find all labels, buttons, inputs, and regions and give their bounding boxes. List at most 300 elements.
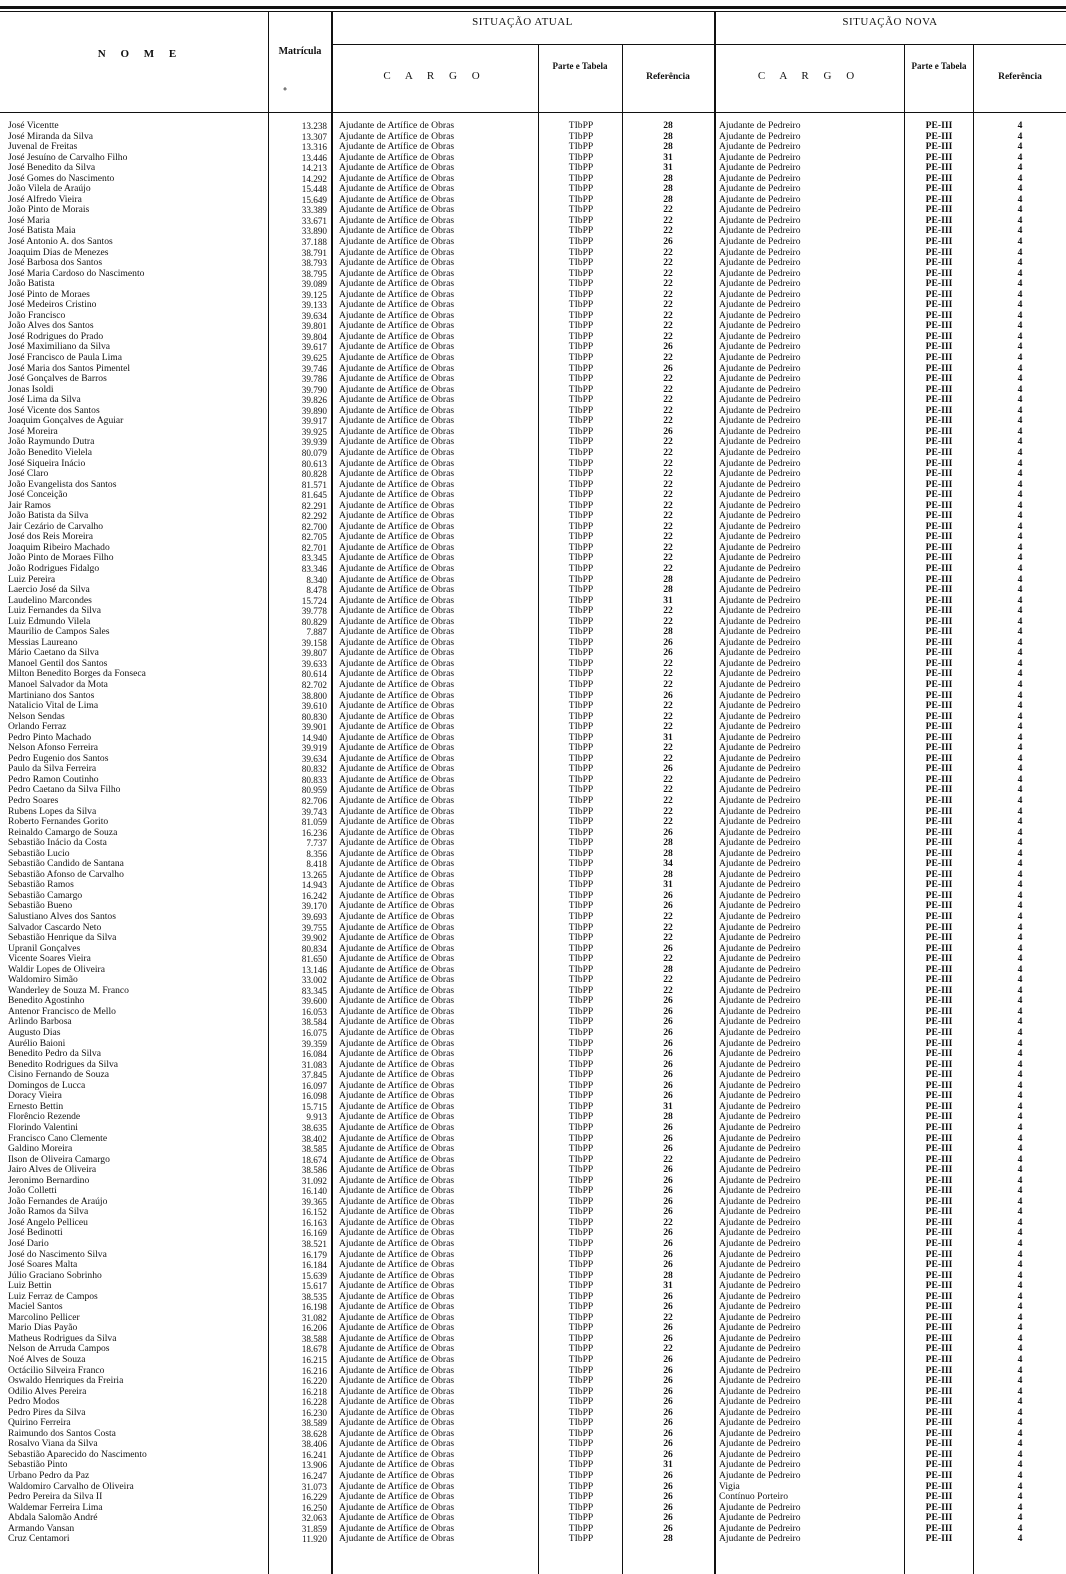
cell-cargo-atual: Ajudante de Artífice de Obras <box>339 258 455 269</box>
cell-matricula: 16.169 <box>301 1228 327 1239</box>
header-matricula-mark: º <box>283 86 287 97</box>
cell-referencia-nova: 4 <box>1017 1248 1023 1260</box>
cell-parte-tabela-nova: PE-III <box>925 1501 953 1513</box>
cell-parte-tabela-nova: PE-III <box>925 942 953 954</box>
cell-parte-tabela-atual: TIbPP <box>568 911 594 923</box>
cell-nome: Benedito Agostinho <box>8 996 85 1007</box>
cell-nome: Joaquim Dias de Menezes <box>8 247 109 258</box>
cell-matricula: 38.586 <box>301 1165 327 1176</box>
cell-parte-tabela-nova: PE-III <box>925 415 953 427</box>
cell-parte-tabela-atual: TIbPP <box>568 942 594 954</box>
cell-referencia-nova: 4 <box>1017 236 1023 248</box>
cell-cargo-atual: Ajudante de Artífice de Obras <box>339 901 455 912</box>
cell-nome: Doracy Vieira <box>8 1091 62 1102</box>
cell-referencia-atual: 22 <box>663 373 673 385</box>
cell-referencia-nova: 4 <box>1017 974 1023 986</box>
cell-cargo-novo: Ajudante de Pedreiro <box>719 606 801 617</box>
cell-parte-tabela-atual: TIbPP <box>568 1100 594 1112</box>
table-row <box>0 1186 1066 1197</box>
cell-nome: Pedro Soares <box>8 796 59 806</box>
cell-nome: João Fernandes de Araújo <box>8 1196 108 1207</box>
cell-nome: João Alves dos Santos <box>8 321 94 332</box>
cell-nome: Roberto Fernandes Gorito <box>8 817 109 828</box>
cell-matricula: 18.674 <box>301 1154 327 1165</box>
cell-referencia-atual: 28 <box>663 626 673 638</box>
cell-referencia-atual: 22 <box>663 700 673 712</box>
cell-parte-tabela-nova: PE-III <box>925 1290 953 1302</box>
cell-cargo-novo: Ajudante de Pedreiro <box>719 205 801 216</box>
cell-parte-tabela-nova: PE-III <box>925 1079 953 1091</box>
cell-referencia-nova: 4 <box>1017 204 1023 216</box>
cell-matricula: 82.292 <box>301 511 327 522</box>
cell-matricula: 38.584 <box>301 1017 327 1028</box>
cell-matricula: 16.206 <box>301 1323 327 1334</box>
cell-parte-tabela-nova: PE-III <box>925 288 953 300</box>
cell-cargo-atual: Ajudante de Artífice de Obras <box>339 1481 455 1492</box>
cell-nome: José Maximiliano da Silva <box>8 342 111 353</box>
cell-cargo-atual: Ajudante de Artífice de Obras <box>339 1376 455 1387</box>
cell-referencia-atual: 22 <box>663 953 673 965</box>
cell-cargo-novo: Ajudante de Pedreiro <box>719 1323 801 1334</box>
cell-referencia-atual: 22 <box>663 562 673 574</box>
cell-matricula: 39.826 <box>301 395 327 406</box>
cell-matricula: 39.939 <box>301 437 327 448</box>
cell-parte-tabela-atual: TIbPP <box>568 710 594 722</box>
cell-parte-tabela-atual: TIbPP <box>568 816 594 828</box>
cell-cargo-novo: Ajudante de Pedreiro <box>719 1207 801 1218</box>
cell-referencia-atual: 22 <box>663 204 673 216</box>
cell-nome: Armando Vansan <box>8 1523 75 1534</box>
cell-nome: Francisco Cano Clemente <box>8 1133 108 1144</box>
cell-parte-tabela-atual: TIbPP <box>568 1164 594 1176</box>
table-row <box>0 627 1066 638</box>
cell-cargo-atual: Ajudante de Artífice de Obras <box>339 1175 455 1186</box>
cell-cargo-atual: Ajudante de Artífice de Obras <box>339 1365 455 1376</box>
cell-parte-tabela-nova: PE-III <box>925 499 953 511</box>
cell-cargo-atual: Ajudante de Artífice de Obras <box>339 1260 455 1271</box>
cell-matricula: 8.478 <box>306 585 327 596</box>
cell-nome: João Colletti <box>8 1186 57 1197</box>
cell-cargo-atual: Ajudante de Artífice de Obras <box>339 701 455 712</box>
cell-referencia-nova: 4 <box>1017 1237 1023 1249</box>
cell-cargo-atual: Ajudante de Artífice de Obras <box>339 1502 455 1513</box>
cell-parte-tabela-atual: TIbPP <box>568 172 594 184</box>
cell-referencia-nova: 4 <box>1017 1206 1023 1218</box>
table-row <box>0 385 1066 396</box>
cell-matricula: 15.639 <box>301 1270 327 1281</box>
cell-referencia-nova: 4 <box>1017 1533 1023 1545</box>
cell-referencia-nova: 4 <box>1017 911 1023 923</box>
cell-parte-tabela-atual: TIbPP <box>568 299 594 311</box>
table-row <box>0 1513 1066 1524</box>
cell-nome: Luiz Edmundo Vilela <box>8 616 91 627</box>
cell-referencia-atual: 26 <box>663 647 673 659</box>
table-row <box>0 1260 1066 1271</box>
cell-nome: Pedro Pires da Silva <box>8 1407 86 1418</box>
cell-matricula: 80.832 <box>301 764 327 775</box>
cell-referencia-nova: 4 <box>1017 520 1023 532</box>
cell-referencia-atual: 26 <box>663 900 673 912</box>
cell-matricula: 38.800 <box>301 690 327 701</box>
cell-cargo-novo: Ajudante de Pedreiro <box>719 679 801 690</box>
cell-referencia-atual: 22 <box>663 394 673 406</box>
cell-cargo-novo: Ajudante de Pedreiro <box>719 268 801 279</box>
cell-parte-tabela-atual: TIbPP <box>568 668 594 680</box>
cell-parte-tabela-atual: TIbPP <box>568 1385 594 1397</box>
cell-nome: José Dario <box>8 1238 49 1249</box>
cell-referencia-atual: 22 <box>663 278 673 290</box>
cell-referencia-atual: 28 <box>663 573 673 585</box>
cell-referencia-nova: 4 <box>1017 172 1023 184</box>
cell-parte-tabela-nova: PE-III <box>925 204 953 216</box>
cell-parte-tabela-atual: TIbPP <box>568 193 594 205</box>
cell-referencia-nova: 4 <box>1017 636 1023 648</box>
cell-cargo-novo: Ajudante de Pedreiro <box>719 669 801 680</box>
header-referencia-nova: Referência <box>998 72 1042 82</box>
cell-parte-tabela-atual: TIbPP <box>568 1353 594 1365</box>
cell-cargo-novo: Ajudante de Pedreiro <box>719 1534 801 1545</box>
cell-cargo-novo: Ajudante de Pedreiro <box>719 1471 801 1481</box>
cell-referencia-nova: 4 <box>1017 1438 1023 1450</box>
cell-cargo-novo: Ajudante de Pedreiro <box>719 416 801 427</box>
cell-referencia-atual: 26 <box>663 1016 673 1028</box>
cell-cargo-novo: Ajudante de Pedreiro <box>719 1080 801 1091</box>
cell-nome: Sebastião Bueno <box>8 901 73 912</box>
cell-referencia-atual: 22 <box>663 678 673 690</box>
cell-referencia-nova: 4 <box>1017 1227 1023 1239</box>
cell-referencia-nova: 4 <box>1017 257 1023 269</box>
cell-cargo-novo: Ajudante de Pedreiro <box>719 890 801 901</box>
table-row <box>0 1228 1066 1239</box>
cell-matricula: 16.230 <box>301 1407 327 1418</box>
cell-referencia-atual: 28 <box>663 141 673 153</box>
cell-nome: José Bedinotti <box>8 1228 63 1239</box>
cell-referencia-nova: 4 <box>1017 214 1023 226</box>
cell-cargo-atual: Ajudante de Artífice de Obras <box>339 859 455 870</box>
cell-nome: Sebastião Inácio da Costa <box>8 838 107 849</box>
cell-matricula: 39.778 <box>301 606 327 617</box>
table-row <box>0 807 1066 818</box>
cell-referencia-atual: 26 <box>663 1259 673 1271</box>
cell-referencia-nova: 4 <box>1017 657 1023 669</box>
cell-cargo-atual: Ajudante de Artífice de Obras <box>339 542 455 553</box>
cell-referencia-atual: 26 <box>663 1069 673 1081</box>
cell-nome: José Gonçalves de Barros <box>8 374 107 385</box>
cell-cargo-novo: Ajudante de Pedreiro <box>719 880 801 891</box>
cell-cargo-novo: Ajudante de Pedreiro <box>719 258 801 269</box>
cell-parte-tabela-atual: TIbPP <box>568 752 594 764</box>
cell-cargo-atual: Ajudante de Artífice de Obras <box>339 595 455 606</box>
cell-parte-tabela-nova: PE-III <box>925 151 953 163</box>
cell-referencia-nova: 4 <box>1017 752 1023 764</box>
cell-nome: Raimundo dos Santos Costa <box>8 1428 116 1439</box>
cell-referencia-nova: 4 <box>1017 1058 1023 1070</box>
cell-referencia-atual: 26 <box>663 1322 673 1334</box>
cell-referencia-nova: 4 <box>1017 225 1023 237</box>
cell-cargo-atual: Ajudante de Artífice de Obras <box>339 300 455 311</box>
cell-parte-tabela-atual: TIbPP <box>568 605 594 617</box>
cell-cargo-novo: Ajudante de Pedreiro <box>719 405 801 416</box>
cell-referencia-atual: 22 <box>663 1216 673 1228</box>
table-row <box>0 1070 1066 1081</box>
cell-matricula: 39.634 <box>301 753 327 764</box>
cell-cargo-atual: Ajudante de Artífice de Obras <box>339 658 455 669</box>
cell-referencia-nova: 4 <box>1017 689 1023 701</box>
cell-referencia-atual: 26 <box>663 1438 673 1450</box>
cell-matricula: 14.940 <box>301 732 327 743</box>
cell-parte-tabela-nova: PE-III <box>925 1121 953 1133</box>
cell-parte-tabela-nova: PE-III <box>925 1480 953 1492</box>
cell-referencia-atual: 31 <box>663 162 673 174</box>
cell-parte-tabela-nova: PE-III <box>925 1090 953 1102</box>
cell-parte-tabela-atual: TIbPP <box>568 1417 594 1429</box>
cell-matricula: 16.198 <box>301 1302 327 1313</box>
cell-parte-tabela-nova: PE-III <box>925 657 953 669</box>
table-row <box>0 712 1066 723</box>
cell-cargo-atual: Ajudante de Artífice de Obras <box>339 637 455 648</box>
cell-matricula: 16.247 <box>301 1471 327 1481</box>
cell-matricula: 38.793 <box>301 258 327 269</box>
table-row <box>0 1387 1066 1398</box>
cell-cargo-atual: Ajudante de Artífice de Obras <box>339 1144 455 1155</box>
table-row <box>0 311 1066 322</box>
table-row <box>0 459 1066 470</box>
cell-parte-tabela-atual: TIbPP <box>568 995 594 1007</box>
cell-referencia-nova: 4 <box>1017 1079 1023 1091</box>
cell-nome: João Pinto de Morais <box>8 205 90 216</box>
table-row <box>0 1007 1066 1018</box>
cell-referencia-nova: 4 <box>1017 1005 1023 1017</box>
cell-cargo-atual: Ajudante de Artífice de Obras <box>339 1513 455 1524</box>
table-row <box>0 1207 1066 1218</box>
cell-referencia-nova: 4 <box>1017 932 1023 944</box>
cell-matricula: 82.705 <box>301 532 327 543</box>
cell-cargo-novo: Ajudante de Pedreiro <box>719 964 801 975</box>
cell-cargo-novo: Ajudante de Pedreiro <box>719 595 801 606</box>
cell-matricula: 39.807 <box>301 648 327 659</box>
table-row <box>0 775 1066 786</box>
cell-matricula: 38.535 <box>301 1291 327 1302</box>
cell-cargo-novo: Contínuo Porteiro <box>719 1492 789 1503</box>
cell-parte-tabela-nova: PE-III <box>925 120 953 131</box>
cell-parte-tabela-nova: PE-III <box>925 847 953 859</box>
cell-cargo-novo: Ajudante de Pedreiro <box>719 374 801 385</box>
cell-parte-tabela-atual: TIbPP <box>568 415 594 427</box>
cell-referencia-nova: 4 <box>1017 1512 1023 1524</box>
cell-cargo-atual: Ajudante de Artífice de Obras <box>339 426 455 437</box>
cell-cargo-atual: Ajudante de Artífice de Obras <box>339 500 455 511</box>
cell-referencia-atual: 26 <box>663 236 673 248</box>
cell-parte-tabela-atual: TIbPP <box>568 763 594 775</box>
cell-parte-tabela-atual: TIbPP <box>568 278 594 290</box>
cell-cargo-atual: Ajudante de Artífice de Obras <box>339 1238 455 1249</box>
cell-referencia-nova: 4 <box>1017 1301 1023 1313</box>
cell-parte-tabela-atual: TIbPP <box>568 826 594 838</box>
cell-nome: Benedito Rodrigues da Silva <box>8 1059 119 1070</box>
table-row <box>0 669 1066 680</box>
table-row <box>0 1450 1066 1461</box>
cell-cargo-atual: Ajudante de Artífice de Obras <box>339 1312 455 1323</box>
cell-matricula: 39.133 <box>301 300 327 311</box>
cell-referencia-atual: 22 <box>663 415 673 427</box>
cell-parte-tabela-nova: PE-III <box>925 1459 953 1471</box>
cell-nome: Sebastião Pinto <box>8 1460 68 1471</box>
cell-cargo-novo: Vigia <box>719 1481 740 1492</box>
cell-parte-tabela-atual: TIbPP <box>568 889 594 901</box>
cell-referencia-nova: 4 <box>1017 193 1023 205</box>
cell-referencia-atual: 22 <box>663 984 673 996</box>
cell-cargo-novo: Ajudante de Pedreiro <box>719 985 801 996</box>
cell-matricula: 16.236 <box>301 827 327 838</box>
cell-nome: Jonas Isoldi <box>8 384 54 395</box>
cell-referencia-atual: 22 <box>663 721 673 733</box>
cell-cargo-novo: Ajudante de Pedreiro <box>719 237 801 248</box>
table-row <box>0 1482 1066 1493</box>
cell-matricula: 16.075 <box>301 1028 327 1039</box>
table-row <box>0 1292 1066 1303</box>
cell-parte-tabela-atual: TIbPP <box>568 900 594 912</box>
cell-cargo-novo: Ajudante de Pedreiro <box>719 648 801 659</box>
cell-matricula: 39.625 <box>301 353 327 364</box>
cell-nome: João Francisco <box>8 310 66 321</box>
cell-cargo-novo: Ajudante de Pedreiro <box>719 1175 801 1186</box>
cell-matricula: 16.242 <box>301 890 327 901</box>
cell-matricula: 39.089 <box>301 279 327 290</box>
cell-referencia-nova: 4 <box>1017 1375 1023 1387</box>
cell-cargo-atual: Ajudante de Artífice de Obras <box>339 226 455 237</box>
cell-referencia-nova: 4 <box>1017 963 1023 975</box>
table-row <box>0 448 1066 459</box>
cell-cargo-atual: Ajudante de Artífice de Obras <box>339 121 455 131</box>
table-body <box>0 121 1066 1545</box>
table-row <box>0 1081 1066 1092</box>
cell-cargo-atual: Ajudante de Artífice de Obras <box>339 848 455 859</box>
cell-cargo-novo: Ajudante de Pedreiro <box>719 1038 801 1049</box>
table-row <box>0 1471 1066 1482</box>
cell-parte-tabela-atual: TIbPP <box>568 309 594 321</box>
table-row <box>0 226 1066 237</box>
cell-parte-tabela-nova: PE-III <box>925 953 953 965</box>
table-row <box>0 353 1066 364</box>
table-row <box>0 142 1066 153</box>
table-row <box>0 606 1066 617</box>
cell-cargo-novo: Ajudante de Pedreiro <box>719 226 801 237</box>
table-row <box>0 248 1066 259</box>
cell-cargo-atual: Ajudante de Artífice de Obras <box>339 1281 455 1292</box>
cell-parte-tabela-nova: PE-III <box>925 1100 953 1112</box>
header-nome: N O M E <box>97 48 183 60</box>
cell-cargo-novo: Ajudante de Pedreiro <box>719 1059 801 1070</box>
cell-matricula: 81.650 <box>301 954 327 965</box>
cell-nome: Odilio Alves Pereira <box>8 1386 87 1397</box>
cell-referencia-nova: 4 <box>1017 710 1023 722</box>
cell-nome: Milton Benedito Borges da Fonseca <box>8 669 146 680</box>
table-row <box>0 1376 1066 1387</box>
cell-matricula: 39.633 <box>301 658 327 669</box>
table-row <box>0 785 1066 796</box>
cell-referencia-nova: 4 <box>1017 1406 1023 1418</box>
table-row <box>0 395 1066 406</box>
cell-cargo-novo: Ajudante de Pedreiro <box>719 563 801 574</box>
cell-referencia-atual: 26 <box>663 1079 673 1091</box>
cell-referencia-atual: 22 <box>663 446 673 458</box>
cell-referencia-nova: 4 <box>1017 1164 1023 1176</box>
cell-nome: João Batista <box>8 279 55 290</box>
cell-cargo-novo: Ajudante de Pedreiro <box>719 1344 801 1355</box>
cell-referencia-atual: 26 <box>663 1375 673 1387</box>
cell-cargo-atual: Ajudante de Artífice de Obras <box>339 363 455 374</box>
cell-referencia-atual: 28 <box>663 193 673 205</box>
cell-parte-tabela-nova: PE-III <box>925 1069 953 1081</box>
cell-parte-tabela-nova: PE-III <box>925 1301 953 1313</box>
cell-nome: Matheus Rodrigues da Silva <box>8 1333 117 1344</box>
cell-cargo-atual: Ajudante de Artífice de Obras <box>339 1154 455 1165</box>
cell-referencia-atual: 31 <box>663 1100 673 1112</box>
cell-parte-tabela-nova: PE-III <box>925 172 953 184</box>
table-row <box>0 1366 1066 1377</box>
cell-parte-tabela-nova: PE-III <box>925 1132 953 1144</box>
cell-cargo-atual: Ajudante de Artífice de Obras <box>339 585 455 596</box>
cell-referencia-atual: 22 <box>663 404 673 416</box>
cell-nome: Pedro Ramon Coutinho <box>8 774 99 785</box>
cell-matricula: 39.790 <box>301 384 327 395</box>
cell-parte-tabela-atual: TIbPP <box>568 510 594 522</box>
table-row <box>0 1017 1066 1028</box>
cell-nome: Waldir Lopes de Oliveira <box>8 964 105 975</box>
table-row <box>0 954 1066 965</box>
cell-parte-tabela-atual: TIbPP <box>568 1090 594 1102</box>
cell-nome: Quirino Ferreira <box>8 1418 71 1429</box>
cell-nome: Orlando Ferraz <box>8 722 67 733</box>
table-row <box>0 1460 1066 1471</box>
cell-referencia-atual: 22 <box>663 615 673 627</box>
cell-parte-tabela-nova: PE-III <box>925 478 953 490</box>
cell-referencia-atual: 28 <box>663 183 673 195</box>
table-row <box>0 1397 1066 1408</box>
cell-matricula: 39.125 <box>301 289 327 300</box>
cell-parte-tabela-nova: PE-III <box>925 647 953 659</box>
situacao-nova-rule <box>714 44 1066 45</box>
cell-matricula: 39.158 <box>301 637 327 648</box>
cell-parte-tabela-atual: TIbPP <box>568 1311 594 1323</box>
cell-matricula: 8.356 <box>306 848 327 859</box>
cell-matricula: 14.292 <box>301 173 327 184</box>
top-rule <box>0 6 1066 9</box>
cell-parte-tabela-atual: TIbPP <box>568 1216 594 1228</box>
cell-cargo-novo: Ajudante de Pedreiro <box>719 796 801 806</box>
cell-matricula: 39.901 <box>301 722 327 733</box>
cell-matricula: 80.830 <box>301 711 327 722</box>
cell-nome: Sebastião Aparecido do Nascimento <box>8 1449 147 1460</box>
cell-parte-tabela-nova: PE-III <box>925 1016 953 1028</box>
cell-referencia-nova: 4 <box>1017 541 1023 553</box>
cell-cargo-novo: Ajudante de Pedreiro <box>719 215 801 226</box>
cell-referencia-nova: 4 <box>1017 1480 1023 1492</box>
table-row <box>0 132 1066 143</box>
top-rule-thin <box>0 11 1066 12</box>
cell-referencia-nova: 4 <box>1017 678 1023 690</box>
cell-cargo-atual: Ajudante de Artífice de Obras <box>339 1228 455 1239</box>
cell-nome: José Moreira <box>8 426 58 437</box>
cell-nome: José Antonio A. dos Santos <box>8 237 113 248</box>
cell-parte-tabela-nova: PE-III <box>925 816 953 828</box>
cell-cargo-atual: Ajudante de Artífice de Obras <box>339 447 455 458</box>
cell-matricula: 39.925 <box>301 426 327 437</box>
cell-parte-tabela-nova: PE-III <box>925 879 953 891</box>
header-cargo-nova: C A R G O <box>757 70 861 82</box>
header-referencia-atual: Referência <box>646 72 690 82</box>
cell-matricula: 80.828 <box>301 469 327 480</box>
